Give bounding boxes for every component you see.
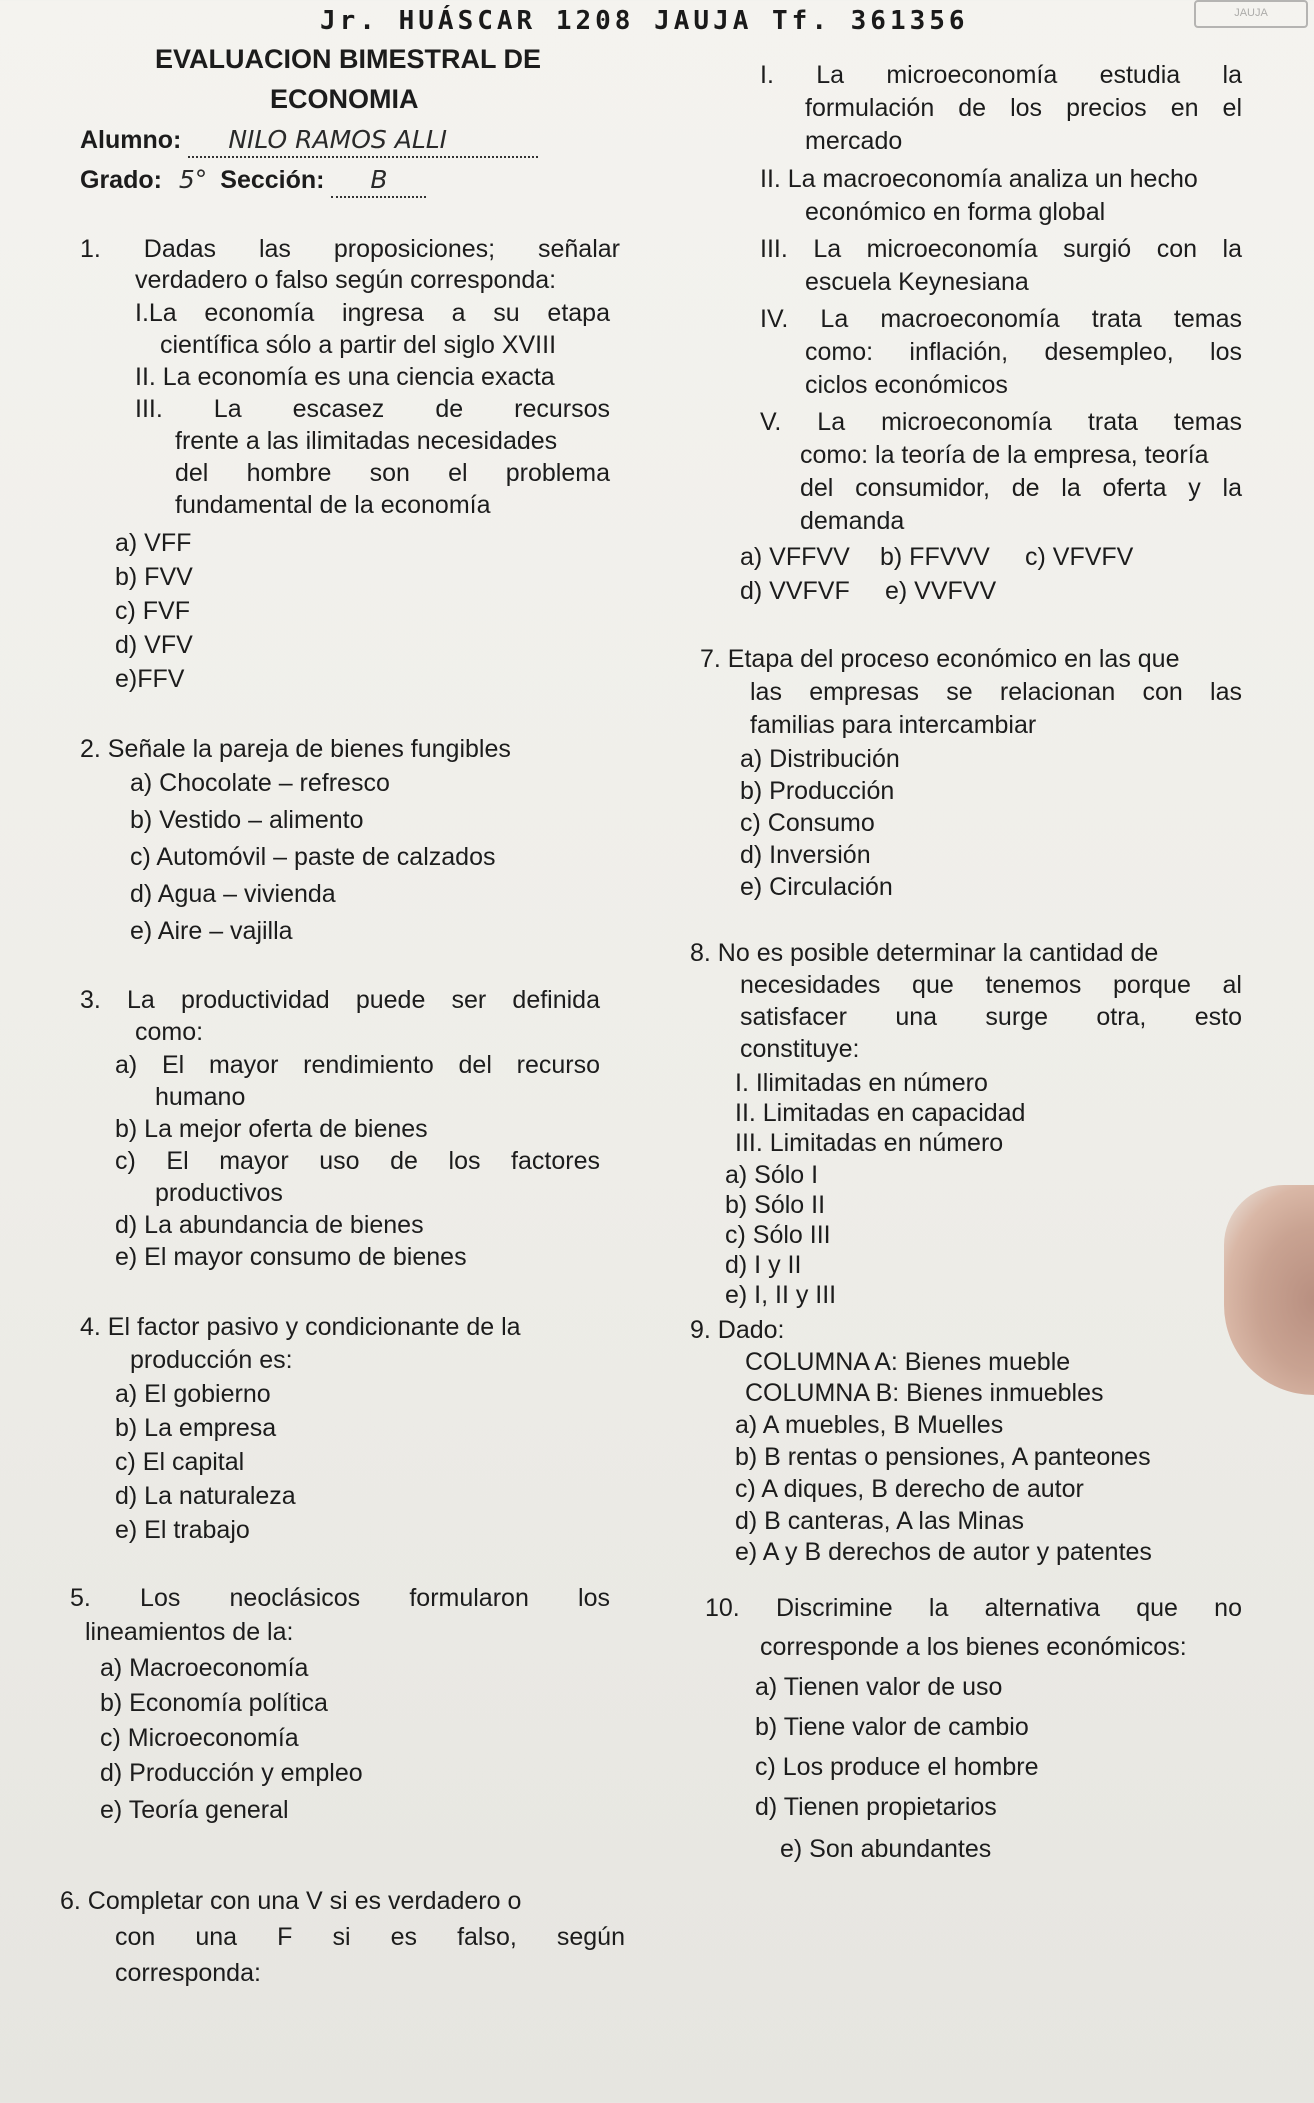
q8-option-b[interactable]: b) Sólo II (725, 1191, 826, 1219)
q8-stem-line1: 8. No es posible determinar la cantidad de (690, 939, 1159, 967)
q7-option-c[interactable]: c) Consumo (740, 809, 875, 837)
q3-option-a-line2: humano (155, 1083, 246, 1111)
grade-section-field (80, 164, 426, 198)
q6-stem-line3: corresponda: (115, 1959, 261, 1987)
q2-option-d[interactable]: d) Agua – vivienda (130, 880, 336, 908)
q1-prop3-line2: frente a las ilimitadas necesidades (175, 427, 558, 455)
q6-prop5-line3: del consumidor, de la oferta y la (800, 474, 1242, 502)
q4-option-e[interactable]: e) El trabajo (115, 1516, 250, 1544)
q6-prop3-line1: III. La microeconomía surgió con la (760, 235, 1242, 263)
q4-stem-line2: producción es: (130, 1346, 293, 1374)
stamp-text: JAUJA (1234, 7, 1268, 19)
q9-column-a: COLUMNA A: Bienes mueble (745, 1348, 1071, 1376)
q8-stem-line2: necesidades que tenemos porque al (740, 971, 1242, 999)
q5-option-e[interactable]: e) Teoría general (100, 1796, 289, 1824)
q5-option-c[interactable]: c) Microeconomía (100, 1724, 299, 1752)
q1-prop1-line2: científica sólo a partir del siglo XVIII (160, 331, 557, 359)
q6-prop4-line3: ciclos económicos (805, 371, 1008, 399)
stamp-seal (1194, 0, 1308, 28)
q1-option-a[interactable]: a) VFF (115, 529, 192, 557)
grade-value[interactable]: 5° (178, 165, 208, 194)
student-name-input[interactable] (188, 124, 538, 158)
q6-prop1-line3: mercado (805, 127, 903, 155)
q8-item-3: III. Limitadas en número (735, 1129, 1004, 1157)
q7-stem-line2: las empresas se relacionan con las (750, 678, 1242, 706)
right-column (690, 40, 1260, 1870)
q10-option-e[interactable]: e) Son abundantes (780, 1835, 992, 1863)
q10-option-a[interactable]: a) Tienen valor de uso (755, 1673, 1003, 1701)
q9-option-d[interactable]: d) B canteras, A las Minas (735, 1507, 1025, 1535)
exam-title-line1: EVALUACION BIMESTRAL DE (155, 44, 542, 74)
q6-stem-line2: con una F si es falso, según (115, 1923, 625, 1951)
student-name-value: NILO RAMOS ALLI (228, 125, 448, 154)
q3-option-d[interactable]: d) La abundancia de bienes (115, 1211, 424, 1239)
q8-item-2: II. Limitadas en capacidad (735, 1099, 1026, 1127)
q6-option-c[interactable]: c) VFVFV (1025, 543, 1134, 571)
q6-prop1-line2: formulación de los precios en el (805, 94, 1242, 122)
q8-item-1: I. Ilimitadas en número (735, 1069, 988, 1097)
q6-option-d[interactable]: d) VVFVF (740, 577, 850, 605)
q2-stem: 2. Señale la pareja de bienes fungibles (80, 735, 511, 763)
q4-option-d[interactable]: d) La naturaleza (115, 1482, 296, 1510)
left-column (60, 40, 660, 1987)
q9-stem: 9. Dado: (690, 1316, 785, 1344)
school-header: Jr. HUÁSCAR 1208 JAUJA Tf. 361356 (320, 6, 969, 36)
section-label: Sección: (220, 166, 325, 194)
q6-prop5-line1: V. La microeconomía trata temas (760, 408, 1242, 436)
q10-stem-line1: 10. Discrimine la alternativa que no (705, 1594, 1242, 1622)
q6-stem-line1: 6. Completar con una V si es verdadero o (60, 1887, 522, 1915)
q5-option-a[interactable]: a) Macroeconomía (100, 1654, 309, 1682)
q9-option-b[interactable]: b) B rentas o pensiones, A panteones (735, 1443, 1151, 1471)
exam-title-line2: ECONOMIA (270, 84, 419, 114)
q7-option-d[interactable]: d) Inversión (740, 841, 871, 869)
q8-option-c[interactable]: c) Sólo III (725, 1221, 831, 1249)
section-value: B (370, 165, 388, 194)
q6-prop4-line2: como: inflación, desempleo, los (805, 338, 1242, 366)
q1-prop2: II. La economía es una ciencia exacta (135, 363, 555, 391)
q3-option-a-line1[interactable]: a) El mayor rendimiento del recurso (115, 1051, 600, 1079)
q7-stem-line1: 7. Etapa del proceso económico en las que (700, 645, 1180, 673)
q5-stem-line1: 5. Los neoclásicos formularon los (70, 1584, 610, 1612)
section-input[interactable] (331, 164, 426, 198)
q7-stem-line3: familias para intercambiar (750, 711, 1037, 739)
q8-option-e[interactable]: e) I, II y III (725, 1281, 837, 1309)
q6-option-e[interactable]: e) VVFVV (885, 577, 997, 605)
q8-stem-line4: constituye: (740, 1035, 860, 1063)
q3-option-e[interactable]: e) El mayor consumo de bienes (115, 1243, 467, 1271)
q1-prop3-line4: fundamental de la economía (175, 491, 491, 519)
q2-option-b[interactable]: b) Vestido – alimento (130, 806, 364, 834)
q7-option-b[interactable]: b) Producción (740, 777, 895, 805)
q1-option-d[interactable]: d) VFV (115, 631, 193, 659)
q2-option-e[interactable]: e) Aire – vajilla (130, 917, 293, 945)
q8-option-a[interactable]: a) Sólo I (725, 1161, 819, 1189)
q1-option-c[interactable]: c) FVF (115, 597, 190, 625)
q10-option-b[interactable]: b) Tiene valor de cambio (755, 1713, 1029, 1741)
q1-option-e[interactable]: e)FFV (115, 665, 185, 693)
q3-option-c-line1[interactable]: c) El mayor uso de los factores (115, 1147, 600, 1175)
q9-column-b: COLUMNA B: Bienes inmuebles (745, 1379, 1104, 1407)
q1-prop3-line3: del hombre son el problema (175, 459, 610, 487)
q3-option-c-line2: productivos (155, 1179, 283, 1207)
q1-stem-line1: 1. Dadas las proposiciones; señalar (80, 235, 620, 263)
q4-option-b[interactable]: b) La empresa (115, 1414, 277, 1442)
q5-option-b[interactable]: b) Economía política (100, 1689, 328, 1717)
q1-stem-line2: verdadero o falso según corresponda: (135, 266, 557, 294)
q1-prop3-line1: III. La escasez de recursos (135, 395, 610, 423)
q7-option-a[interactable]: a) Distribución (740, 745, 900, 773)
q6-prop2-line2: económico en forma global (805, 198, 1106, 226)
q6-option-b[interactable]: b) FFVVV (880, 543, 990, 571)
q10-option-c[interactable]: c) Los produce el hombre (755, 1753, 1039, 1781)
student-label: Alumno: (80, 126, 182, 154)
q8-option-d[interactable]: d) I y II (725, 1251, 802, 1279)
q1-prop1-line1: I.La economía ingresa a su etapa (135, 299, 610, 327)
q4-option-a[interactable]: a) El gobierno (115, 1380, 271, 1408)
q1-option-b[interactable]: b) FVV (115, 563, 193, 591)
q9-option-c[interactable]: c) A diques, B derecho de autor (735, 1475, 1084, 1503)
q4-option-c[interactable]: c) El capital (115, 1448, 245, 1476)
q6-option-a[interactable]: a) VFFVV (740, 543, 850, 571)
q3-option-b[interactable]: b) La mejor oferta de bienes (115, 1115, 428, 1143)
student-field (80, 124, 538, 158)
q6-prop2-line1: II. La macroeconomía analiza un hecho (760, 165, 1198, 193)
q2-option-a[interactable]: a) Chocolate – refresco (130, 769, 390, 797)
q9-option-a[interactable]: a) A muebles, B Muelles (735, 1411, 1004, 1439)
q6-prop5-line4: demanda (800, 507, 905, 535)
q6-prop4-line1: IV. La macroeconomía trata temas (760, 305, 1242, 333)
q5-option-d[interactable]: d) Producción y empleo (100, 1759, 363, 1787)
q6-prop1-line1: I. La microeconomía estudia la (760, 61, 1242, 89)
q7-option-e[interactable]: e) Circulación (740, 873, 893, 901)
q6-prop3-line2: escuela Keynesiana (805, 268, 1029, 296)
q2-option-c[interactable]: c) Automóvil – paste de calzados (130, 843, 496, 871)
q10-stem-line2: corresponde a los bienes económicos: (760, 1633, 1187, 1661)
q8-stem-line3: satisfacer una surge otra, esto (740, 1003, 1242, 1031)
q3-stem-line2: como: (135, 1018, 204, 1046)
q5-stem-line2: lineamientos de la: (85, 1618, 294, 1646)
q10-option-d[interactable]: d) Tienen propietarios (755, 1793, 997, 1821)
grade-label: Grado: (80, 166, 162, 194)
q9-option-e[interactable]: e) A y B derechos de autor y patentes (735, 1538, 1152, 1566)
q6-prop5-line2: como: la teoría de la empresa, teoría (800, 441, 1209, 469)
q3-stem-line1: 3. La productividad puede ser definida (80, 986, 600, 1014)
q4-stem-line1: 4. El factor pasivo y condicionante de la (80, 1313, 521, 1341)
